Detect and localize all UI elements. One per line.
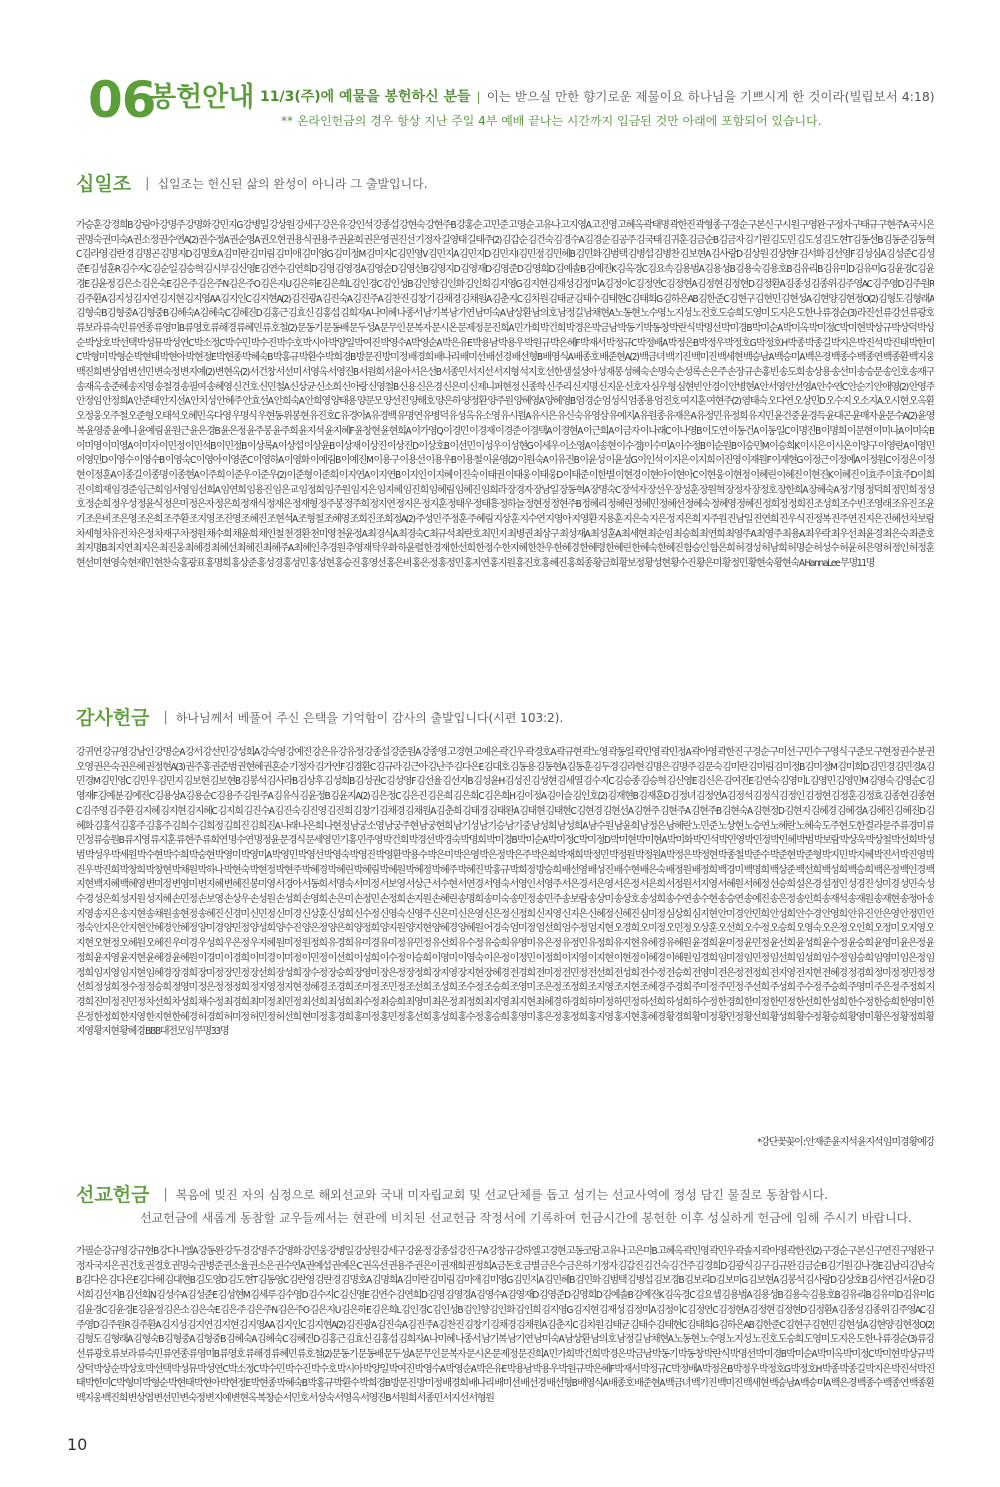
divider: |: [163, 1187, 168, 1202]
online-offering-note: ** 온라인헌금의 경우 항상 지난 주일 4부 예배 끝나는 시간까지 입금된 것만 아래에 포함되어 있습니다.: [281, 114, 822, 128]
thanksgiving-description: 하나님께서 베풀어 주신 은택을 기억함이 감사의 출발입니다(시편 103:2).: [175, 711, 564, 725]
tithe-names: 가승훈 강경희B 강림아 강명주 강명화 강민지G 강병일 강상원 강세구 강은유 강인석 강종섭 강현숙 강현주B 강홍순 고민준 고영순 고유나 고지영A 고진영 고혜옥 곽태명 곽한진 곽형종 구경순 구본신 구시원 구영완 구정자 구태규 구현주A 국시은 권명숙 권미숙A 권소정 권수연A(2) 권수정A 권순영A 권오현 권용식 권용주 권윤희 권은영 권진선 기정자 길영태 길태주(2) 김갑순 김건숙 김경수A 김경순 김공주 김국태 김귀훈 김금순B 김금자 김기원 김도민 김도성 김도현T 김동선B 김동준 김동혁C 김라영 김란경 김명곤 김명지D 김명호A 김미란 김미림 김미애 김미영G 김미정M 김미지C 김민영V 김민지A 김민지D 김민지I 김민정 김민혜B 김민화 김범택 김병섭 김병찬 김보현A 김사랑D 김상원 김상현F 김서화 김선영F 김성심A 김성준C 김성준E 김성훈R 김수지C 김순일 김승혁 김시부 김신영E 김연수 김연희D 김영 김영경A 김영순D 김영신B 김영지D 김영재D 김영준D 김영희D 김예솔B 김예진K 김옥경C 김요속 김용범A 김용성B 김용숙 김용호B 김유리B 김유미D 김유미G 김윤경C 김윤경E 김윤정 김은소 김은숙E 김은주 김은주N 김은주O 김은지U 김은하E 김은희L 김인경C 김인성B 김인향 김인화 김인희 김지영G 김지현 김재성 김정미A 김정이C 김정연C 김정현A 김정현 김정현D 김정환A 김종성 김종위 김주영AC 김주영D 김주원R 김주환A 김지성 김지연 김지현 김지영AA 김지인C 김지현A(2) 김진광A 김진숙A 김진주A 김찬진 김창기 김채경 김채원A 김춘지C 김치원 김태균 김태수 김태현C 김태희G 김하은AB 김한준C 김현구 김현민 김현성A 김현양 김현정O(2) 김형도 김형래A 김형숙B 김형중A 김형중B 김혜숙A 김혜숙C 김혜진D 김홍근 김효신 김홍섭 김희자A 나미혜 나종서 남기복 남기연 남미숙A 남상환 남의호 남정길 남채현A 노동현 노수영 노지성 노진호 도승희 도영미 도지은 도한나 류경순(3) 라진선 류강선 류광호 류보라 류숙민 류연종 류영미B 류영호 류해경 류혜민 류호철(2) 문동기 문동배 문두성A 문무인 문복자 문시온 문제정 문진희A 민가희 박건희 박경은 박금남 박동기 박동창 박란식 박명선 박미경B 박미순A 박미옥 박미정C 박미현 박상규 박상덕 박상순 박상호 박선택 박성뮤 박성연C 박소정C 박수민 박수진 박수호 박시아 박양일 박여진 박영수A 박영순A 박은유E 박용남 박용우 박원규 박은혜F 박재서 박정규C 박정배A 박정은B 박정우 박정호G 박정호H 박종 박종길 박지은 박진석 박진태 박한미C 박형미 박형순 박현태 박현아 박현정E 박현종 박혜숙B 박홍규 박환수 박희경B 방문진 방미정 배경희 배나리 배미선 배선경 배선형B 배영식A 배종호 배준현A(2) 백금녀 백기진 백미진 백세현 백승남A 백승미A 백은경 백종수 백종연 백종환 백지웅 백진희 변상엽 변선민 변숙정 변지예(2) 변현옥(2) 서건창 서선미 서영옥 서영진B 서원희 서윤아 서은선B 서종민 서지선 서지형 석지호 선한샘 설성아 성재봉 성혜숙 손명숙 손성록 손은주 손장규 손홍빈 송도희 송상용 송선미 송승문 송인호 송재구 송재옥 송준혜 송지영 송철경 송필여 송혜영 신건호 신민철A 신상균 신소희 신아랑 신영철B 신용 신은경 신은미 신제니퍼현정 신종학 신주리 신지명 신지운 신호자 심우형 심현빈 안경이 안병현A 안서영 안선영A 안수연C 안순기 안애영(2) 안영주 안정임 안정희A 안준태 안지선A 안치성 안혜주 안효선A 안희숙A 안희영 양태용 양문모 양선진 양해호 양은하 양정환 양주원 양혜영A 양혜영B 엄경순 엄성식 엄종용 엄진호 여지훈 여현주(2) 염태숙 오다연 오상민D 오수지 오소지A 오시현 오옥환 오정웅 오주철 오준형 오태석 오혜민 옥다영 우명식 우현동 위봉현 유진호C 유경아A 유경백 유명연 유병덕 유성옥 유소영 유시원A 유시은 유신숙 유영삼 유예지A 유원종 유재은A 유정민 유정희 유지민 윤건중 윤경득 윤대곤 윤매자 윤문수A(2) 윤영복 윤영중 윤예니 윤예림 윤원근 윤은경B 윤은정 윤주봉 윤주희 윤지석 윤지혜F 윤창현 윤현희A 이가영Q 이경민 이경재 이경준 이경택A 이경현A 이근희A 이금자 이나래C 이나영B 이도연 이동건A 이동일C 이명진B 이명희 이문현 이미나A 이미숙B 이미영 이미영A 이미자 이민정 이민석B 이민정B 이상록A 이상섭 이상윤B 이상재 이상진 이상진D 이상호B 이선민 이성우 이성현G 이세우 이소영A 이송현 이수경J 이수미A 이수정B 이순원B 이승민M 이승희K 이시은 이시온 이양구 이영란A 이영민 이영민D 이영수 이영수B 이영숙C 이영아 이영준C 이영하A 이영화 이예림B 이예진M 이용구 이용선 이용우B 이용철 이윤영(2) 이원숙A 이유진B 이윤성 이윤성G 이인석 이지은 이지희 이진영 이재원F 이재현G 이정근 이정예A 이정원C 이정은 이정현 이정훈A 이종길 이종명 이종현A 이주희 이준우 이준우(2) 이준형 이준희 이지연A 이지연B 이지인 이지혜 이진숙 이태권 이태웅 이태웅D 이태준 이한별 이현경 이현아 이현아C 이현웅 이현정 이혜린 이혜진 이현진K 이혜진 이효주 이효주D 이희진 이희재 임경준 임근희 임서영 임선희A 임연희 임용진 임은교 임정희 임주원 임지은 임지혜 임진희 임혜림 임혜진 임희라 장경자 장남일 장동혁A 장명숙C 장석자 장선우 장성훈 장원혁 장정자 장정호 장한희A 장혜숙A 정기영 정덕희 정민희 정성호 정순희 정우성 정윤식 정은미 정은자 정은희 정재식 정재은 정재형 정주봉 정주희 정지연 정지은 정지훈 정태우 정태흥 정하늘 정현정 정현주B 정혜리 정혜린 정혜민 정혜선 정혜숙 정혜영 정혜진 정희정 정희진 조성희 조수빈 조영래 조유진 조윤기 조은비 조은영 조은희 조주환 조지영 조진영 조혜진 조현석A 조형철 조혜영 조희진 조희정A(2) 주성민 주정훈 주혜림 지상훈 지수연 지영아 지영환 지용훈 지은숙 지은정 지은희 지주원 진남일 진연희 진우식 진정복 진주연 진지은 진혜선 차보람 차세형 차유진 차은정 차재구 차정원 채수희 채윤희 채인철 천경환 천미영 천윤정A 최경식A 최경숙C 최규석 최란호 최민지 최병권 최상구 최성재A 최성훈A 최세현 최순임 최승희 최연희 최영주A 최영주 최용A 최우락 최우선 최윤경 최은숙 최준호 최지명B 최지연 최지은 최진웅 최혜경 최혜선 최혜진 최혜주A 최혜인 추경원 추영재 탁우화 하윤렬 한경재 한선희 한정수 한지혜 한찬우 한혜경 한혜령 한혜린 한혜숙 한혜진 함승인 함은희 허경성 허남희 허명순 허성수 허윤 허은영 허정인 허정훈 현선미 현영숙 현재민 현찬숙 홍광표 홍명희 홍상준 홍성경 홍성민 홍성현 홍승진 홍영선 홍은비 홍은정 홍정민 홍지연 홍지원 홍진호 홍혜진 홍희종 황금희 황보정 황성현 황수진 황은미 황정민 황현숙 황현숙A HannaLee 무명11명: [76, 220, 934, 570]
thanksgiving-title: 감사헌금: [76, 707, 150, 729]
section-heading: [76, 1183, 934, 1207]
tithe-section: [76, 172, 934, 699]
section-heading: [76, 172, 934, 196]
mission-description-2: 선교헌금에 새롭게 동참할 교우들께서는 현관에 비치된 선교헌금 작정서에 기록하여 헌금시간에 봉헌한 이후 성실하게 헌금에 임해 주시기 바랍니다.: [140, 1211, 912, 1225]
divider: |: [145, 176, 150, 191]
flower-note: *강단꽃꽂이 : 안재준 윤지석 윤지석 임미경 황예강: [749, 1136, 934, 1151]
header-subtitle: [260, 88, 960, 106]
mission-names: 가필순 강규영 강규현B 강다니엘A 강동완 강두경 강명주 강명화 강민웅 강병일 강상원 강세구 강윤정 강종섭 강진구A 강창규 강하엘 고경현 고동코람 고유나 고은미B 고혜옥 곽민영 곽민우 곽솔지 곽아영 곽한진(2) 구경순 구본신 구연진 구영완 구정자 국지은 권건호 권경호 권명숙 권병준 권소율 권소은 권수연A 권예섭 권예은C 권옥선 권용주 권은이 권재희 권정희A 금돈호 금별 금은수 금은하 기정자 김갑진 김건숙 김건주 김경희D 김광식 김구 김규완 김금순B 김기원 김나경E 김남리 김남숙B 김다은 김다은E 김다혜 김대현B 김도영D 김도현T 김동영C 김란영 김란경 김명호A 김명희A 김미란 김미림 김미애 김미영G 김민지A 김민혜B 김민화 김범택 김병섭 김보경B 김보리D 김보미G 김보현A 김봉석 김사랑D 김상호B 김서연 김서윤D 김서희 김선지B 김선희N 김성수A 김성준E 김성현M 김세루 김수영D 김수지C 김신영E 김연수 김연희D 김영 김영경A 김영수A 김영재D 김영준D 김영희D 김예솔B 김예진K 김옥경C 김요셉 김용범A 김용성B 김용숙 김용호B 김유리B 김유미D 김유미G 김윤경C 김윤경E 김윤정 김은소 김은숙E 김은주 김은주N 김은주O 김은지U 김은하E 김은희L 김인경C 김인성B 김인향 김인화 김인희 김지영G 김지현 김재성 김정미A 김정이C 김정연C 김정현A 김정현 김정현D 김정환A 김종성 김종위 김주영AC 김주영D 김주원R 김주환A 김지성 김지연 김지현 김지영AA 김지인C 김지현A(2) 김진광A 김진숙A 김진주A 김찬진 김창기 김채경 김채원A 김춘지C 김치원 김태균 김태수 김태현C 김태희G 김하은AB 김한준C 김현구 김현민 김현성A 김현양 김현정O(2) 김형도 김형래A 김형숙B 김형중A 김형중B 김혜숙A 김혜숙C 김혜진D 김홍근 김효신 김홍섭 김희자A 나미혜 나종서 남기복 남기연 남미숙A 남상환 남의호 남정길 남채현A 노동현 노수영 노지성 노진호 도승희 도영미 도지은 도한나 류경순(3) 류강선 류광호 류보라 류숙민 류연종 류영미B 류영호 류해경 류혜민 류호철(2) 문동기 문동배 문두성A 문무인 문복자 문시온 문제정 문진희A 민가희 박건희 박경은 박금남 박동기 박동창 박란식 박명선 박미경B 박미순A 박미옥 박미정C 박미현 박상규 박상덕 박상순 박상호 박선택 박성뮤 박성연C 박소정C 박수민 박수진 박수호 박시아 박양일 박여진 박영수A 박영순A 박은유E 박용남 박용우 박원규 박은혜F 박재서 박정규C 박정배A 박정은B 박정우 박정호G 박정호H 박종 박종길 박지은 박진석 박진태 박한미C 박형미 박형순 박현태 박현아 박현정E 박현종 박혜숙B 박홍규 박환수 박희경B 방문진 방미정 배경희 배나리 배미선 배선경 배선형B 배영식A 배종호 배준현A 백금녀 백기진 백미진 백세현 백승남A 백승미A 백은경 백종수 백종연 백종환 백지웅 백진희 변상엽 변선민 변숙정 변지예 변현옥 복창순 서민호 서상숙 서영옥 서영진B 서원희 서종민 서지선 서형원: [76, 1246, 934, 1405]
tithe-description: 십일조는 헌신된 삶의 완성이 아니라 그 출발입니다.: [157, 177, 428, 191]
section-heading: [76, 706, 934, 730]
thanksgiving-names: 강귀연 강규영 강남인 강명순A 강서 강선민 강성희A 강숙영 강예진 강은유 강유정 강종섭 강준원A 강종영 고경현 고예은 곽긴우 곽경호A 곽규현 곽노영 곽동일 곽민영 곽민정A 곽아영 곽한진 구경순 구미선 구민수 구영식 구준모 구현정 권수분 권오영 권은숙 권은혜 권정현A(3) 권주홍 권준범 권현혜 권혼순 기정자 김가연F 김경환C 김규라 김근아 김난주 김다은E 김대호 김동용 김동현A 김동훈 김두경 김라현 김명은 김명주 김문숙 김미란 김미림 김미정B 김미정M 김미희D 김민경 김민경A 김민경M 김민영C 김민우 김민지 김보현 김보현B 김봉석 김사라B 김상후 김성희B 김성권C 김성영F 김선율 김선지B 김성윤H 김성진 김성현 김세열 김수지C 김승종 김승혁 김신영E 김신은 김여진E 김연숙 김영미L 김영민 김영민M 김영숙 김영순C 김영재F 김예분 김예진C 김용상A 김용순C 김용주 김원주A 김유식 김윤정B 김윤지A(2) 김은정C 김은진 김은희 김은희C 김은희H 김이정A 김이슬 김인호(2) 김재현B 김재훈D 김정녀 김정연A 김정석 김정식 김정인 김정현 김정훈 김정효 김종현 김종현C 김주영 김주환 김지혜 김지현 김지혜C 김지희 김진수A 김진숙 김진영 김진희 김창기 김채경 김채원A 김춘희 김태경 김태완A 김태현 김태현C 김현경 김현선A 김현주 김현주A 김현주B 김현숙A 김현정D 김현지 김혜경 김혜경A 김혜진 김혜진D 김혜화 김홍석 김홍주 김홍주 김희수 김희정 김희진 김희진A 나래 나은희 나현정 남궁소영 남궁주현 남궁현희 남기성 남기승 남기중 남성희 남성희A 남수원 남윤희 남정은 남혜란 노민준 노상현 노승연 노혜란 노혜숙 도주현 도한결 라문주 류경미 류민정 류승원B 류지영 류지훈 류현주 류희연 명수연 명정윤 문경식 문세영 민기홍 민주영 박건희 박경선 박경숙 박명희 박미경B 박미순A 박미정C 박미정D 박미현 박미현A 박미화 박민석 박민영 박민정 박민혜 박범 박보람 박상욱 박상철 박선희 박성범 박성우 박세원 박수현 박수희 박승현 박영미 박영미A 박영민 박영선 박영숙 박영진 박영환 박용수 박은미 박은영 박은정 박은주 박은희 박재희 박정민 박정원 박정원A 박정은 박정현 박종철 박준수 박준현 박준형 박지민 박지혜 박진서 박진영 박진우 박진희 박창희 박창현 박채원 박하나 박현숙 박현정 박현주 박혜경 박혜린 박혜림 박혜원 박혜정 박혜주 박혜진 박홍규 박희정 방승희 배선영 배성진 배수현 배은숙 배정원 배정희 백경미 백명희 백상준 백선희 백성희 백승희 백은정 백인경 백지현 백지혜 백혜영 변미정 변영미 변지혜 변혜진 봉미영 서경아 서동희 서명숙 서미정 서보영 서상근 서수현 서연경 서영숙 서영인 서영주 서은경 서은영 서은정 서은희 서정원 서지영 서혜원 서혜정 선승희 설은경 설정민 성경진 성미경 성민숙 성수경 성은희 성지원 성지혜 손민정 손보영 손상우 손성원 손성희 손영희 손은미 손정민 손정희 손지원 손혜린 송명희 송미숙 송민정 송민주 송보람 송상미 송상호 송성희 송수연 송수현 송승연 송예진 송은정 송인희 송재석 송재원 송재현 송정아 송지영 송지은 송지현 송채원 송현정 송혜진 신경미 신민정 신미경 신상훈 신성희 신수정 신영숙 신영주 신은미 신은영 신은정 신정희 신지영 신지은 신혜정 신혜진 심미정 심상희 심지현 안미경 안민희 안성희 안수경 안영희 안유진 안은영 안정민 안정숙 안지은 안지현 안혜경 안혜정 양미경 양민정 양성희 양수진 양은정 양은희 양정희 양지원 양지현 양혜경 양혜원 어경숙 엄미정 엄선희 엄수정 엄지현 오경희 오미정 오민정 오상훈 오선희 오수정 오승희 오영숙 오은정 오인희 오정미 오지영 오지현 오현정 오혜원 오혜진 우미경 우성희 우은정 우지혜 원미정 원정희 유경희 유미경 유미정 유민정 유선희 유수정 유승희 유영미 유은정 유정민 유정희 유지현 유혜경 유혜원 윤경희 윤미정 윤민정 윤선희 윤성희 윤수정 윤승희 윤영미 윤은정 윤정희 윤지영 윤지현 윤혜경 윤혜원 이경미 이경희 이미경 이미정 이민정 이선희 이성희 이수정 이승희 이영미 이영숙 이은정 이정민 이정희 이지영 이지현 이현정 이혜경 이혜원 임경희 임미정 임민정 임선희 임성희 임수정 임승희 임영미 임은정 임정희 임지영 임지현 임혜경 장경희 장미정 장민정 장선희 장성희 장수정 장승희 장영미 장은정 장정희 장지영 장지현 장혜경 전경희 전미정 전민정 전선희 전성희 전수정 전승희 전영미 전은정 전정희 전지영 전지현 전혜경 정경희 정미정 정민정 정선희 정성희 정수정 정승희 정영미 정은정 정정희 정지영 정지현 정혜경 조경희 조미정 조민정 조선희 조성희 조수정 조승희 조영미 조은정 조정희 조지영 조지현 조혜경 주경희 주미정 주민정 주선희 주성희 주수정 주승희 주영미 주은정 주정희 지경희 진미정 진민정 차선희 차성희 채수정 최경희 최미정 최민정 최선희 최성희 최수정 최승희 최영미 최은정 최정희 최지영 최지현 최혜경 하경희 하미정 하민정 하선희 하성희 하수정 한경희 한미정 한민정 한선희 한성희 한수정 한승희 한영미 한은정 한정희 한지영 한지현 한혜경 허경희 허미정 허민정 허선희 현미정 홍경희 홍미정 홍민정 홍선희 홍성희 홍수정 홍승희 홍영미 홍은정 홍정희 홍지영 홍지현 홍혜경 황경희 황미정 황민정 황선희 황성희 황수정 황승희 황영미 황은정 황정희 황지영 황지현 황혜경 BBB대전모임 무명33명: [76, 747, 934, 1038]
mission-description: 복음에 빚진 자의 심정으로 해외선교와 국내 미자립교회 및 선교단체를 돕고 섬기는 선교사역에 정성 담긴 물질로 동참합시다.: [175, 1188, 829, 1202]
thanksgiving-names-block: [76, 746, 934, 1151]
thanksgiving-section: [76, 706, 934, 1151]
section-number: 06: [88, 71, 156, 129]
page-number: 10: [67, 1435, 88, 1454]
mission-title: 선교헌금: [76, 1184, 150, 1206]
divider: |: [476, 89, 481, 104]
divider: |: [163, 710, 168, 725]
mission-section: [76, 1183, 934, 1421]
subtitle-verse: 이는 받으실 만한 향기로운 제물이요 하나님을 기쁘시게 한 것이라(빌립보서 4:18): [486, 89, 935, 104]
page-header: [88, 72, 948, 142]
section-title: 봉헌안내: [150, 82, 255, 113]
subtitle-highlight: 11/3(주)에 예물을 봉헌하신 분들: [260, 89, 471, 105]
tithe-title: 십일조: [76, 173, 132, 195]
